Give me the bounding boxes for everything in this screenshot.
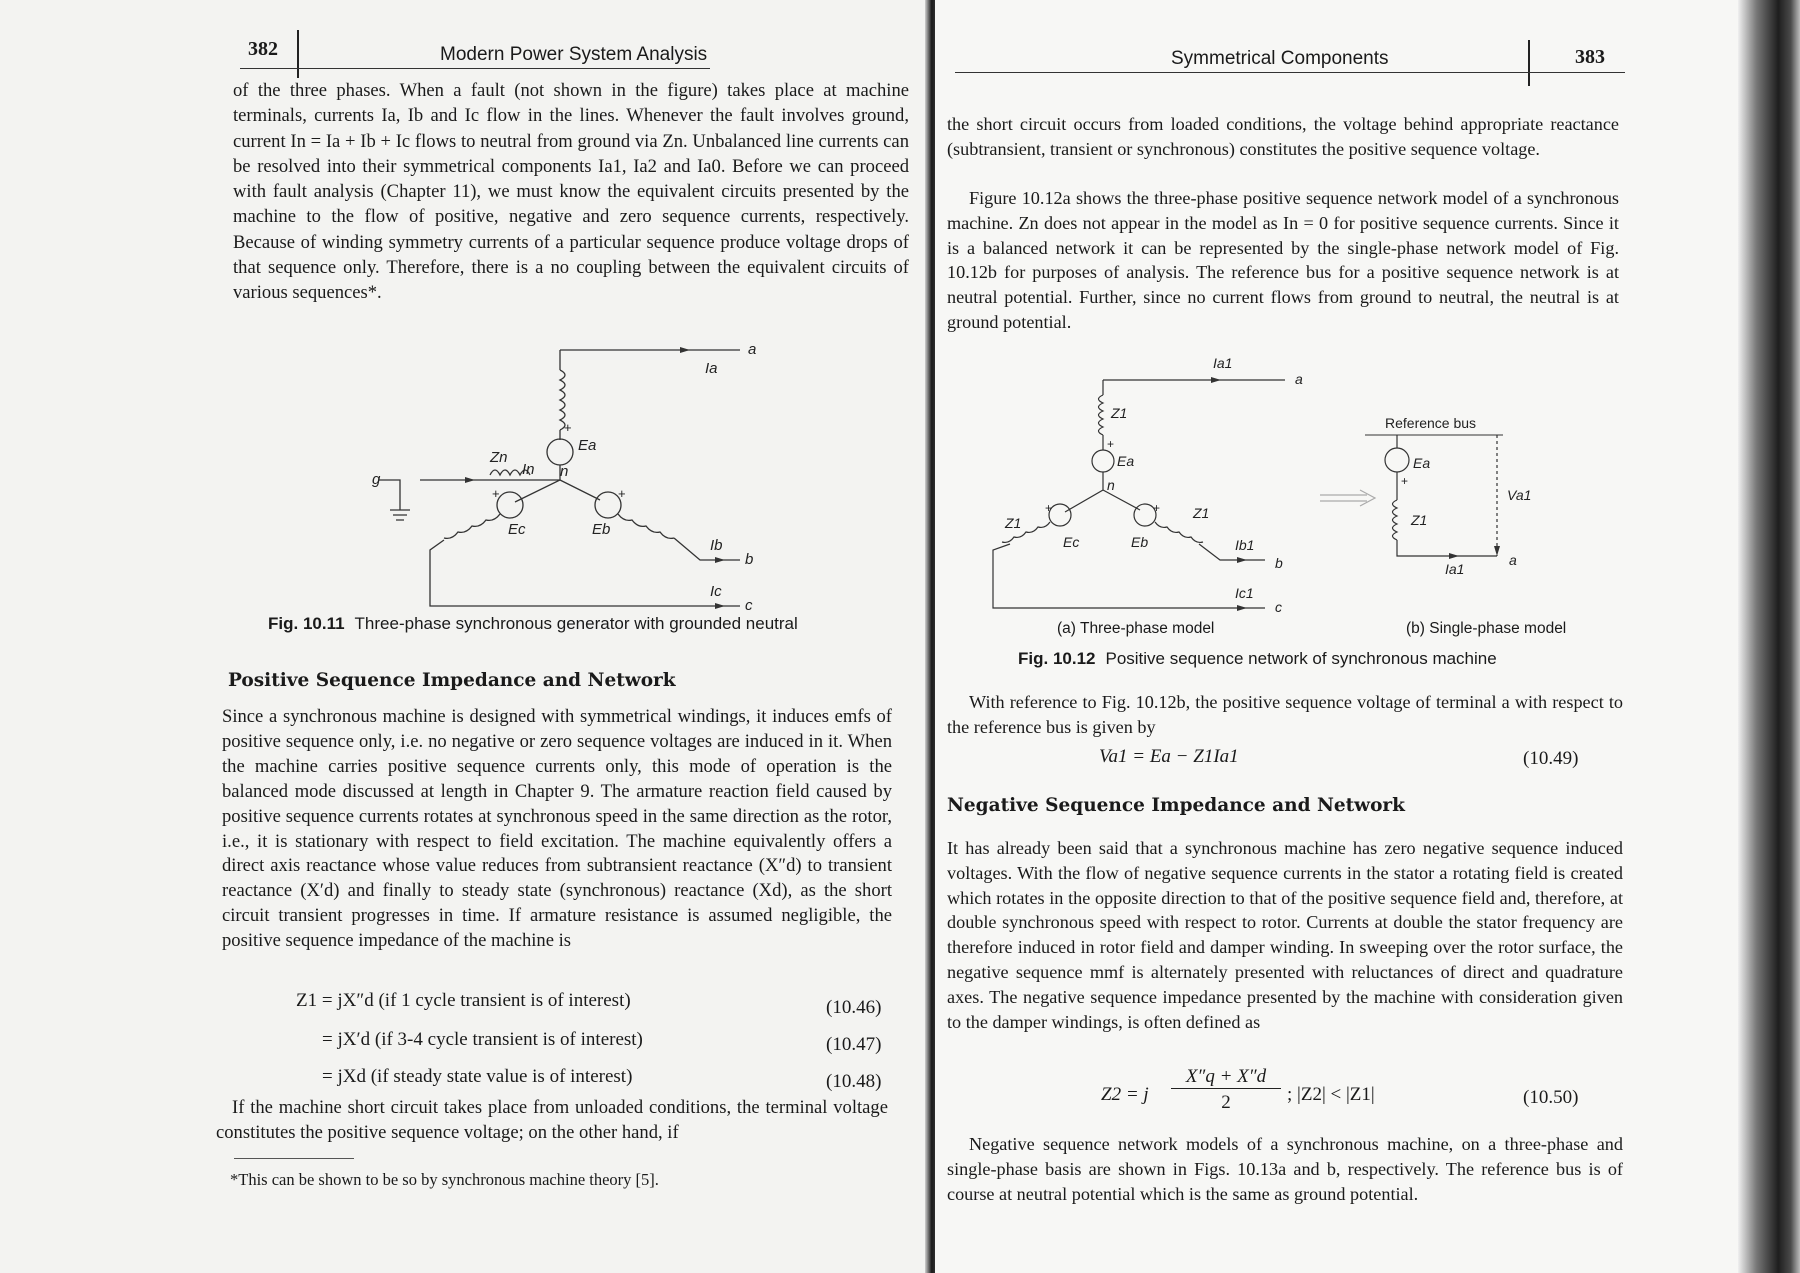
label-ia1: Ia1 [1213, 355, 1233, 371]
label-a: a [1295, 371, 1303, 387]
figure-10-12-diagram [965, 350, 1605, 615]
arrow-ic [715, 603, 725, 609]
svg-text:+: + [1153, 501, 1161, 515]
label-eb: Eb [1131, 534, 1149, 550]
label-ic: Ic [710, 583, 722, 600]
label-ec: Ec [508, 521, 526, 538]
arrow-ib [715, 557, 725, 563]
label-z1-a: Z1 [1111, 405, 1128, 421]
figure-10-12b-subcaption: (b) Single-phase model [1406, 620, 1567, 637]
equation-condition: ; |Z2| < |Z1| [1287, 1084, 1375, 1105]
arrow-ia1-single [1449, 553, 1459, 559]
label-ib: Ib [710, 537, 723, 554]
equation-number-10-48: (10.48) [826, 1071, 882, 1092]
label-z1-single: Z1 [1411, 512, 1428, 528]
inductor-z1-b [1155, 522, 1203, 542]
figure-number: Fig. 10.11 [268, 614, 345, 633]
label-b: b [1275, 555, 1283, 571]
figure-10-11-caption [268, 614, 798, 634]
page-number: 383 [1575, 46, 1605, 68]
source-ea [1092, 450, 1114, 472]
label-a-single: a [1509, 552, 1517, 568]
label-g: g [372, 471, 381, 488]
paragraph-4: It has already been said that a synchronous machine has zero negative sequence induced voltages. With the flow of negative sequence currents in the stator a rotating field is created which rotates in the opposite direction to that of the positive sequence field and, therefore, at double synchronous speed with respect to rotor. Currents at double the stator frequency are therefore induced in rotor field and damper winding. In sweeping over the rotor surface, the negative sequence mmf is alternately presented with reluctances of direct and quadrature axes. The negative sequence impedance presented by the machine with consideration given to the damper windings, is often defined as [947, 838, 1623, 1032]
equation-denominator: 2 [1221, 1092, 1231, 1113]
line-c1 [993, 544, 1265, 608]
intro-paragraph: of the three phases. When a fault (not shown in the figure) takes place at machine terminals, currents Ia, Ib and Ic flow in the lines. Whenever the fault involves ground, current In = Ia + Ib + Ic flows to neutral from ground via Zn. Unbalanced line currents can be resolved into their symmetrical components Ia1, Ia2 and Ia0. Before we can proceed with fault analysis (Chapter 11), we must know the equivalent circuits presented by the machine to the flow of positive, negative and zero sequence currents, respectively. Because of winding symmetry currents of a particular sequence produce voltage drops of that sequence only. Therefore, there is a no coupling between the equivalent circuits of various sequences*. [233, 80, 909, 304]
source-ea-single [1385, 448, 1409, 472]
ground-symbol [390, 510, 410, 520]
header-rule [955, 72, 1625, 73]
arrow-ia [680, 347, 690, 353]
right-page [935, 0, 1800, 1273]
figure-10-12a-subcaption: (a) Three-phase model [1057, 620, 1215, 637]
equation-10-49: Va1 = Ea − Z1Ia1 [1099, 746, 1239, 767]
page-number: 382 [248, 38, 278, 60]
equation-10-46: Z1 = jX″d (if 1 cycle transient is of interest) [296, 990, 631, 1011]
arrow-in [465, 477, 475, 483]
equation-number-10-50: (10.50) [1523, 1087, 1579, 1108]
arrow-ib1 [1237, 557, 1247, 563]
svg-text:+: + [1107, 437, 1115, 451]
figure-number: Fig. 10.12 [1018, 649, 1096, 668]
line-b [674, 538, 740, 560]
inductor-z1-single [1393, 500, 1398, 540]
label-ea-single: Ea [1413, 455, 1431, 471]
paragraph-1: the short circuit occurs from loaded conditions, the voltage behind appropriate reactance (subtransient, transient or synchronous) constitutes the positive sequence voltage. [947, 114, 1619, 159]
svg-text:+: + [492, 486, 500, 501]
label-z1-b: Z1 [1193, 505, 1210, 521]
paragraph-5: Negative sequence network models of a synchronous machine, on a three-phase and single-phase basis are shown in Figs. 10.13a and b, respectively. The reference bus is of course at neutral potential which is the same as ground potential. [947, 1134, 1623, 1204]
header-divider [297, 30, 299, 78]
label-eb: Eb [592, 521, 611, 538]
label-ia: Ia [705, 360, 718, 377]
svg-text:+: + [1401, 474, 1409, 488]
source-ea [547, 439, 573, 465]
figure-caption-text: Positive sequence network of synchronous machine [1105, 649, 1497, 668]
equation-number-10-49: (10.49) [1523, 748, 1579, 769]
label-z1-c: Z1 [1005, 515, 1022, 531]
inductor-z1-a [1099, 395, 1104, 435]
equation-number-10-46: (10.46) [826, 997, 882, 1018]
equation-lhs: Z2 = j [1101, 1084, 1149, 1105]
label-c: c [1275, 599, 1282, 615]
positive-sequence-paragraph: Since a synchronous machine is designed with symmetrical windings, it induces emfs of positive sequence only, i.e. no negative or zero sequence voltages are induced in it. When the machine carries positive sequence currents only, this mode of operation is the balanced mode discussed at length in Chapter 9. The armature reaction field caused by positive sequence currents rotates at synchronous speed in the same direction as the rotor, i.e., it is stationary with respect to field excitation. The machine equivalently offers a direct axis reactance whose value reduces from subtransient reactance (X″d) to transient reactance (X′d) and finally to steady state (synchronous) reactance (Xd), as the short circuit transient progresses in time. If armature resistance is assumed negligible, the positive sequence impedance of the machine is [222, 706, 892, 952]
equivalence-arrow [1320, 495, 1367, 501]
equation-number-10-47: (10.47) [826, 1034, 882, 1055]
inductor-b [618, 514, 674, 538]
label-a: a [748, 341, 757, 358]
label-ia1-single: Ia1 [1445, 561, 1465, 577]
footnote: *This can be shown to be so by synchronous machine theory [5]. [230, 1170, 659, 1189]
figure-caption-text: Three-phase synchronous generator with grounded neutral [354, 614, 798, 633]
inductor-c [444, 514, 500, 538]
label-c: c [745, 597, 753, 614]
label-b: b [745, 551, 754, 568]
section-heading-positive-sequence: Positive Sequence Impedance and Network [228, 670, 676, 691]
source-ec [1049, 504, 1071, 526]
line-b1 [1199, 544, 1265, 560]
line-c [430, 540, 740, 606]
paragraph-2: Figure 10.12a shows the three-phase positive sequence network model of a synchronous machine. Zn does not appear in the model as In = 0 for positive sequence currents. Since it is a balanced network it can be represented by the single-phase network model of Fig. 10.12b for purposes of analysis. The reference bus for a positive sequence network is at neutral potential. Further, since no current flows from ground to neutral, the neutral is at ground potential. [947, 188, 1619, 332]
label-ec: Ec [1063, 534, 1080, 550]
label-n: n [1107, 477, 1115, 493]
svg-text:+: + [1045, 501, 1053, 515]
figure-10-12-caption [1018, 649, 1497, 669]
label-in: In [522, 461, 535, 478]
svg-text:+: + [564, 420, 572, 435]
running-head: Modern Power System Analysis [440, 44, 708, 65]
label-ea: Ea [578, 437, 597, 454]
section-heading-negative-sequence: Negative Sequence Impedance and Network [947, 795, 1406, 816]
label-ic1: Ic1 [1235, 585, 1254, 601]
arrow-ic1 [1237, 605, 1247, 611]
arrow-ia1 [1211, 377, 1221, 383]
header-divider [1528, 40, 1530, 86]
label-zn: Zn [490, 449, 508, 466]
running-head: Symmetrical Components [1171, 48, 1389, 69]
figure-10-11-diagram [370, 340, 790, 620]
label-ea: Ea [1117, 453, 1135, 469]
closing-paragraph: If the machine short circuit takes place from unloaded conditions, the terminal voltage constitutes the positive sequence voltage; on the other hand, if [216, 1097, 888, 1144]
label-va1: Va1 [1507, 487, 1532, 503]
label-ib1: Ib1 [1235, 537, 1255, 553]
equation-10-47: = jX′d (if 3-4 cycle transient is of interest) [322, 1029, 643, 1050]
page-edge-stack [1738, 0, 1800, 1273]
equation-10-48: = jXd (if steady state value is of interest) [322, 1066, 633, 1087]
source-ec [497, 492, 523, 518]
header-rule [240, 68, 710, 69]
svg-text:+: + [618, 486, 626, 501]
label-n: n [560, 463, 569, 480]
label-reference-bus: Reference bus [1385, 415, 1477, 431]
paragraph-3: With reference to Fig. 10.12b, the positive sequence voltage of terminal a with respect to the reference bus is given by [947, 692, 1623, 737]
footnote-rule [234, 1158, 354, 1159]
equation-numerator: X″q + X″d [1171, 1066, 1281, 1089]
